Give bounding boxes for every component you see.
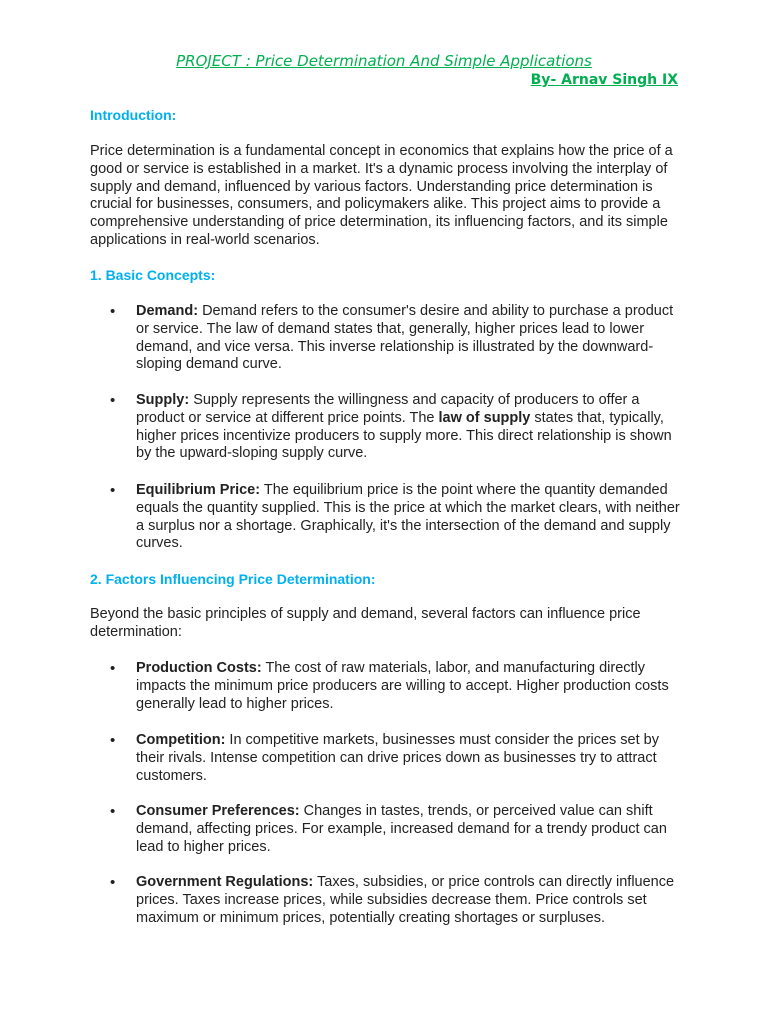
list-item-text — [136, 874, 690, 927]
list-item-text — [136, 660, 690, 713]
term-label: Consumer Preferences: — [136, 803, 300, 819]
intro-heading: Introduction: — [90, 107, 177, 123]
bullet-icon: • — [110, 874, 116, 891]
list-item-text — [136, 482, 690, 553]
law-of-supply-term: law of supply — [438, 409, 531, 426]
intro-paragraph: Price determination is a fundamental concept in economics that explains how the price of a good or service is established in a market. It's a dynamic process involving the interplay of supply and demand, influenced by various factors. Understanding price determination is crucial for businesses, consumers, and policymakers alike. This project aims to provide a comprehensive understanding of price determination, its influencing factors, and its simple applications in real-world scenarios. — [90, 143, 673, 248]
document-title: PROJECT : Price Determination And Simple Applications — [176, 52, 592, 70]
term-description: Demand refers to the consumer's desire and ability to purchase a product or service. The law of demand states that, generally, higher prices lead to lower demand, and vice versa. This inverse relationship is illustrated by the downward-sloping demand curve. — [136, 303, 674, 373]
term-label: Production Costs: — [136, 660, 262, 676]
list-item-text — [136, 803, 690, 856]
section2-heading: 2. Factors Influencing Price Determination: — [90, 571, 376, 587]
term-label: Government Regulations: — [136, 874, 314, 890]
list-item-text — [136, 303, 690, 374]
bullet-icon: • — [110, 303, 116, 320]
term-label: Equilibrium Price: — [136, 482, 261, 498]
section1-heading: 1. Basic Concepts: — [90, 267, 216, 283]
term-label: Demand: — [136, 303, 199, 319]
author-byline: By- Arnav Singh IX — [530, 72, 678, 88]
list-item-consumer-preferences — [110, 803, 690, 856]
bullet-icon: • — [110, 660, 116, 677]
list-item-text — [136, 392, 690, 463]
bullet-icon: • — [110, 803, 116, 820]
term-description-continued: states that, typically, higher prices incentivize producers to supply more. This direct relationship is shown by the upward-sloping supply curve. — [136, 409, 672, 462]
list-item-supply — [110, 392, 690, 463]
list-item-competition — [110, 732, 690, 785]
section2-intro: Beyond the basic principles of supply and demand, several factors can influence price determination: — [90, 606, 641, 640]
term-description: The cost of raw materials, labor, and manufacturing directly impacts the minimum price producers are willing to accept. Higher production costs generally lead to higher prices. — [136, 660, 669, 712]
list-item-text — [136, 732, 690, 785]
term-description: In competitive markets, businesses must consider the prices set by their rivals. Intense competition can drive prices down as businesses try to attract customers. — [136, 732, 659, 784]
bullet-icon: • — [110, 392, 116, 409]
list-item-production-costs — [110, 660, 690, 713]
bullet-icon: • — [110, 732, 116, 749]
list-item-equilibrium — [110, 482, 690, 553]
term-description: Changes in tastes, trends, or perceived value can shift demand, affecting prices. For example, increased demand for a trendy product can lead to higher prices. — [136, 803, 667, 855]
list-item-demand — [110, 303, 690, 374]
bullet-icon: • — [110, 482, 116, 499]
term-description: Supply represents the willingness and capacity of producers to offer a product or service at different price points. The — [136, 392, 640, 426]
term-label: Supply: — [136, 392, 190, 408]
list-item-government-regulations — [110, 874, 690, 927]
term-description: The equilibrium price is the point where the quantity demanded equals the quantity supplied. This is the price at which the market clears, with neither a surplus nor a shortage. Graphically, it's the intersection of the demand and supply curves. — [136, 482, 680, 552]
term-description: Taxes, subsidies, or price controls can directly influence prices. Taxes increase prices, while subsidies decrease them. Price controls set maximum or minimum prices, potentially creating shortages or surpluses. — [136, 874, 675, 926]
term-label: Competition: — [136, 732, 226, 748]
